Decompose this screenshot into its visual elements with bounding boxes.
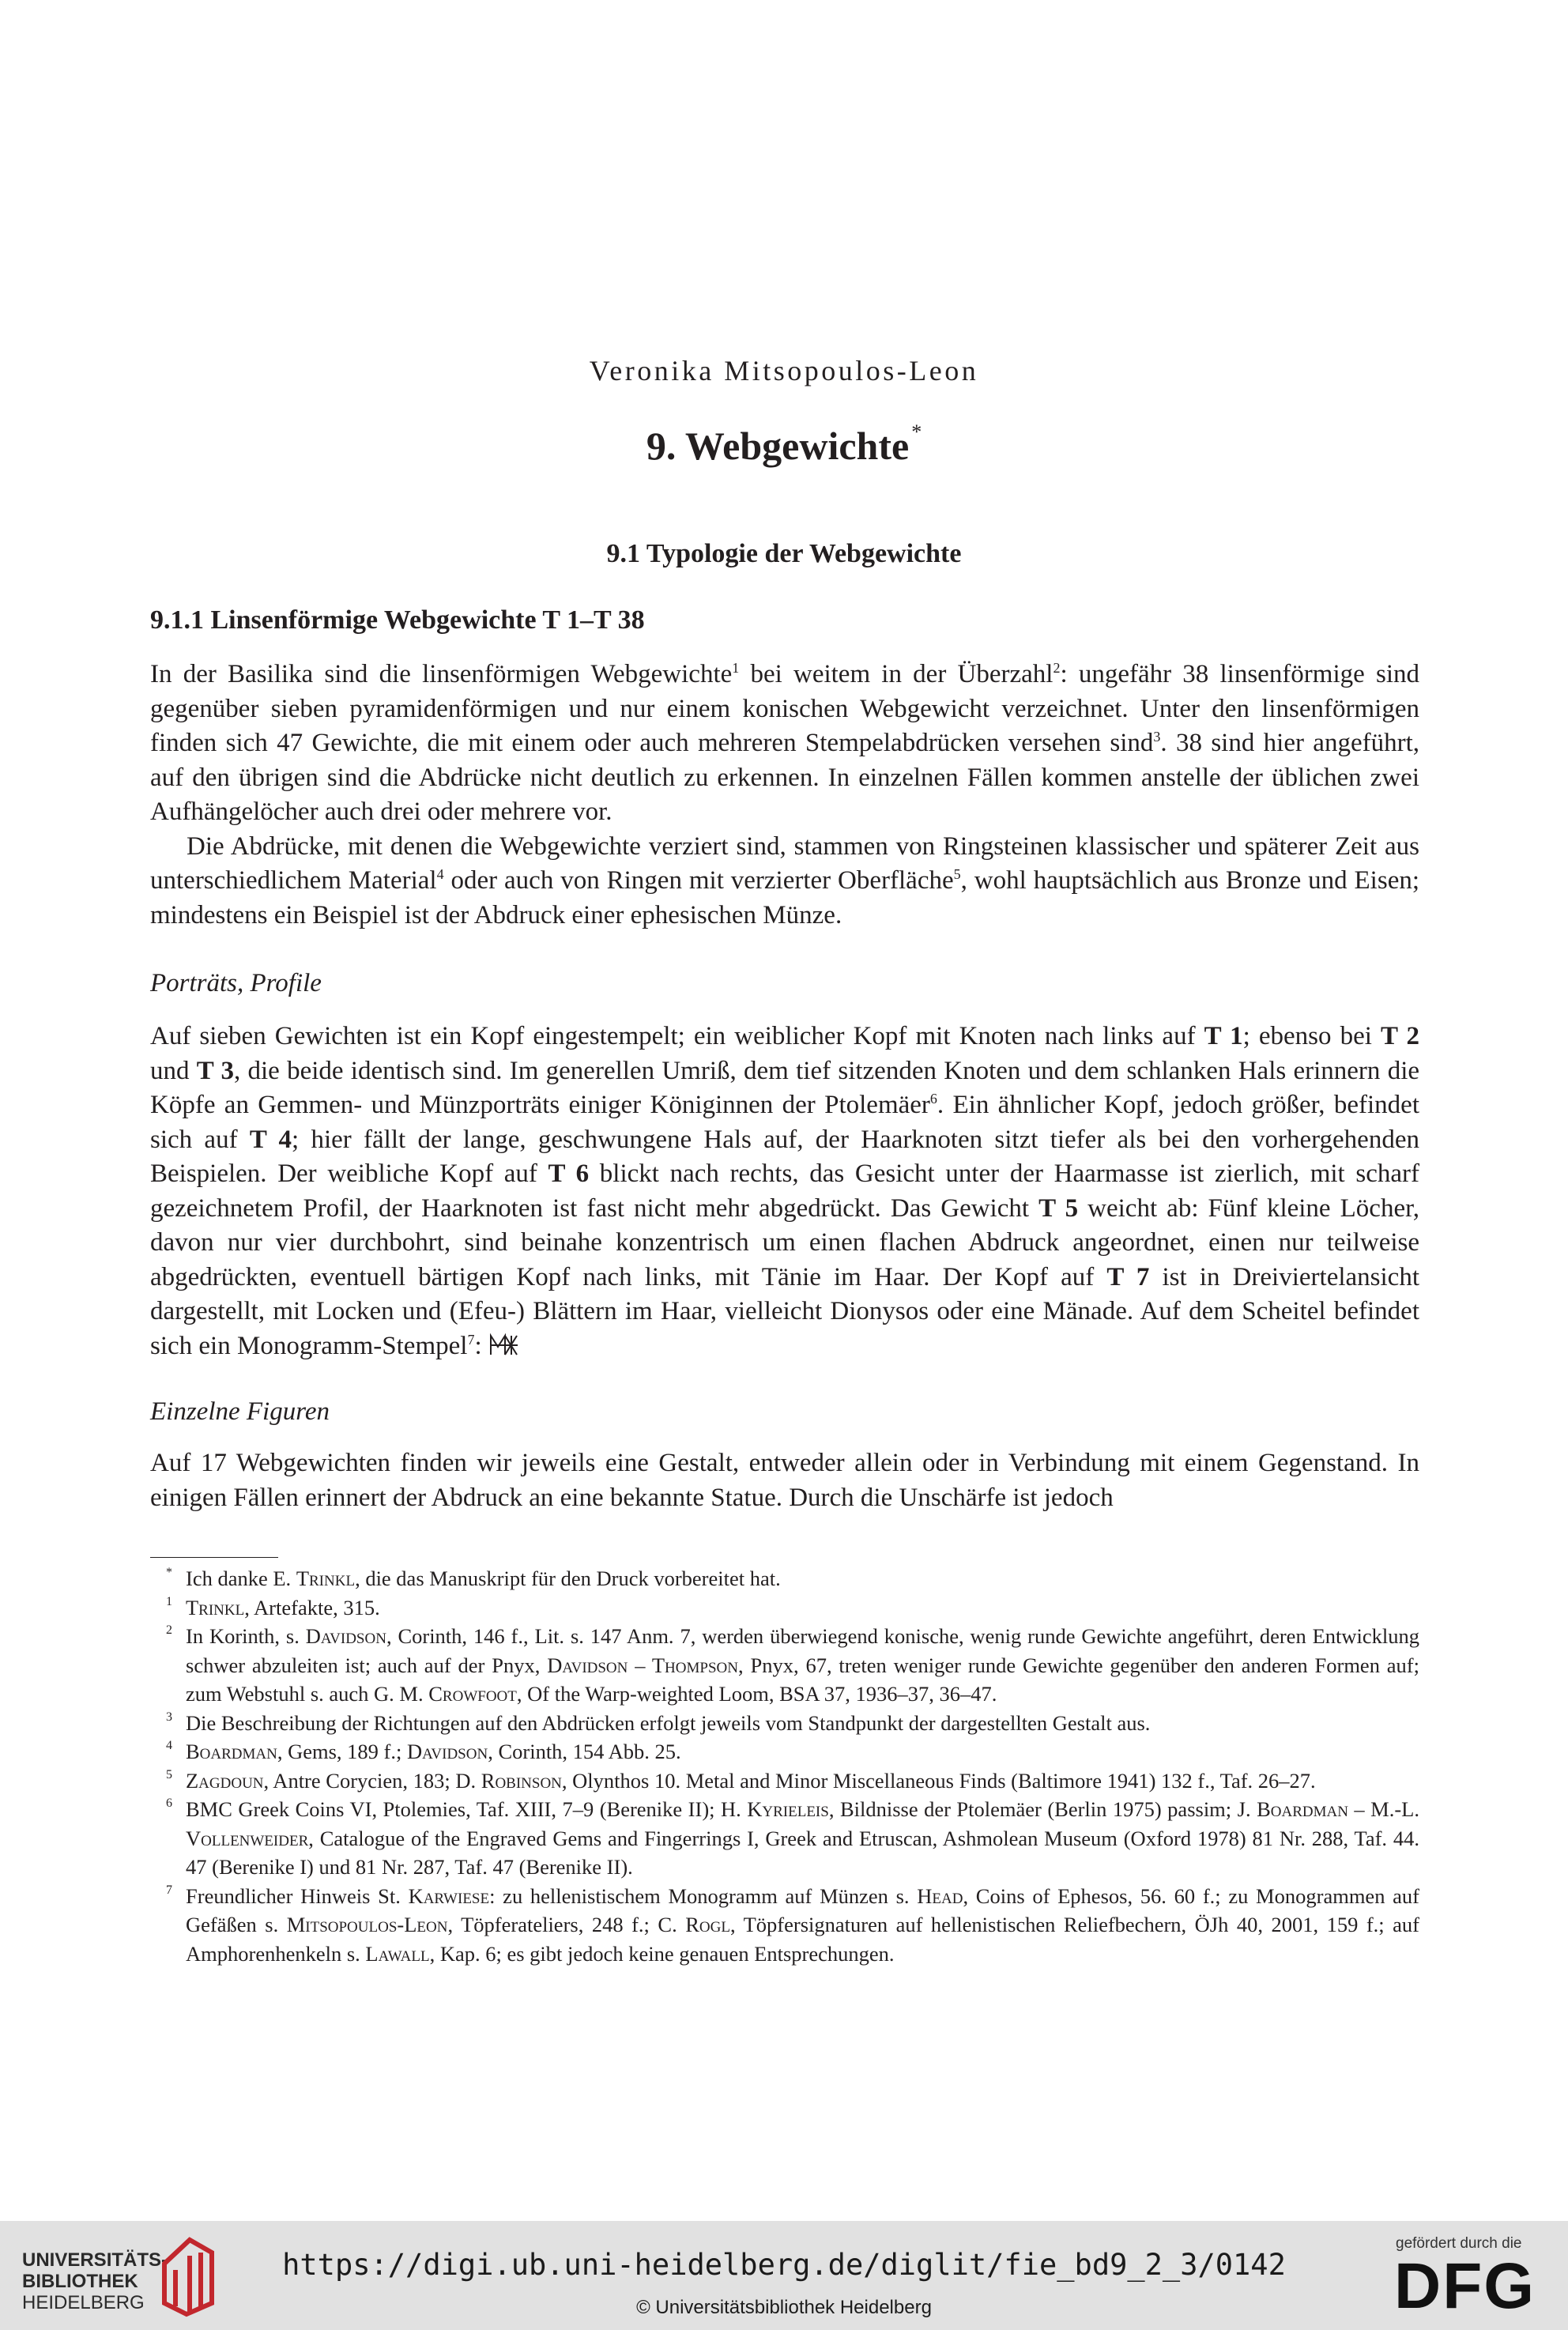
footnote-ref: 7 bbox=[467, 1331, 475, 1348]
footnote-item: 6 BMC Greek Coins VI, Ptolemies, Taf. XIII, 7–9 (Berenike II); H. Kyrieleis, Bildnisse der Ptolemäer (Berlin 1975) passim; J. Boardman – M.-L. Vollenweider, Catalogue of the Engraved Gems and Fingerrings I, Greek and Etruscan, Ashmolean Museum (Oxford 1978) 81 Nr. 288, Taf. 44. 47 (Berenike I) und 81 Nr. 287, Taf. 47 (Berenike II). bbox=[150, 1795, 1419, 1882]
subsection-title: 9.1.1 Linsenförmige Webgewichte T 1–T 38 bbox=[150, 605, 645, 635]
footnote-mark: 2 bbox=[166, 1623, 172, 1637]
chapter-title-footnote-mark: * bbox=[911, 420, 922, 443]
figures-text bbox=[150, 1446, 1419, 1515]
section-title: 9.1 Typologie der Webgewichte bbox=[606, 539, 962, 568]
footnote-ref: 6 bbox=[929, 1091, 937, 1107]
footnote-mark: 7 bbox=[166, 1883, 172, 1897]
portraits-paragraph: Auf sieben Gewichten ist ein Kopf eingestempelt; ein weiblicher Kopf mit Knoten nach links auf T 1; ebenso bei T 2 und T 3, die beide identisch sind. Im generellen Umriß, dem tief sitzenden Knoten und dem schlanken Hals erinnern die Köpfe an Gemmen- und Münzporträts einiger Königinnen der Ptolemäer$^6$. Ein ähnlicher Kopf, jedoch größer, befindet sich auf T 4; hier fällt der lange, geschwungene Hals auf, der Haarknoten sitzt tiefer als bei den vorhergehenden Beispielen. Der weibliche Kopf auf T 6 blickt nach rechts, das Gesicht unter der Haarmasse ist zierlich, mit scharf gezeichnetem Profil, der Haarknoten ist fast nicht mehr abgedrückt. Das Gewicht T 5 weicht ab: Fünf kleine Löcher, davon nur vier durchbohrt, sind beinahe konzentrisch um einen flachen Abdruck angeordnet, einen nur teilweise abgedrückten, eventuell bärtigen Kopf nach links, mit Tänie im Haar. Der Kopf auf T 7 ist in Dreiviertelansicht dargestellt, mit Locken und (Efeu-) Blättern im Haar, vielleicht Dionysos oder eine Mänade. Auf dem Scheitel befindet sich ein Monogramm-Stempel$^7$: bbox=[150, 1022, 1420, 1360]
footnote-item: 1 Trinkl, Artefakte, 315. bbox=[150, 1593, 1419, 1623]
footnotes bbox=[150, 1564, 1419, 1968]
monogram-symbol-icon bbox=[488, 1333, 520, 1356]
footnote-ref: 5 bbox=[953, 866, 961, 882]
footnote-ref: 2 bbox=[1053, 660, 1061, 676]
footnote-item: 4 Boardman, Gems, 189 f.; Davidson, Corinth, 154 Abb. 25. bbox=[150, 1737, 1419, 1766]
intro-text bbox=[150, 658, 1419, 933]
chapter-title bbox=[0, 420, 1568, 469]
footnote-mark: 6 bbox=[166, 1797, 172, 1810]
footnote-ref: 1 bbox=[732, 660, 740, 676]
footnote-ref: 3 bbox=[1153, 729, 1161, 745]
intro-paragraph-1: In der Basilika sind die linsenförmigen Webgewichte$^1$ bei weitem in der Überzahl$^2$: ungefähr 38 linsenförmige sind gegenüber sieben pyramidenförmigen und nur einem konischen Webgewicht verzeichnet. Unter den linsenförmigen finden sich 47 Gewichte, die mit einem oder auch mehreren Stempelabdrücken versehen sind$^3$. 38 sind hier angeführt, auf den übrigen sind die Abdrücke nicht deutlich zu erkennen. In einzelnen Fällen kommen anstelle der üblichen zwei Aufhängelöcher auch drei oder mehrere vor. bbox=[150, 660, 1419, 826]
footnote-item: 5 Zagdoun, Antre Corycien, 183; D. Robinson, Olynthos 10. Metal and Minor Miscellaneous Finds (Baltimore 1941) 132 f., Taf. 26–27. bbox=[150, 1766, 1419, 1796]
copyright-text: © Universitätsbibliothek Heidelberg bbox=[636, 2297, 932, 2318]
portraits-heading: Porträts, Profile bbox=[150, 969, 322, 997]
chapter-title-text: 9. Webgewichte bbox=[646, 424, 910, 468]
funding-note: gefördert durch die bbox=[1396, 2235, 1522, 2252]
figures-paragraph: Auf 17 Webgewichten finden wir jeweils eine Gestalt, entweder allein oder in Verbindung mit einem Gegenstand. In einigen Fällen erinnert der Abdruck an eine bekannte Statue. Durch die Unschärfe ist jedoch bbox=[150, 1449, 1419, 1512]
library-logo-text: UNIVERSITÄTS- BIBLIOTHEK HEIDELBERG bbox=[22, 2249, 168, 2313]
footnote-mark: 1 bbox=[166, 1594, 172, 1608]
footnote-item: * Ich danke E. Trinkl, die das Manuskript für den Druck vorbereitet hat. bbox=[150, 1564, 1419, 1593]
footnote-item: 7 Freundlicher Hinweis St. Karwiese: zu hellenistischem Monogramm auf Münzen s. Head, Coins of Ephesos, 56. 60 f.; zu Monogrammen auf Gefäßen s. Mitsopoulos-Leon, Töpferateliers, 248 f.; C. Rogl, Töpfersignaturen auf hellenistischen Reliefbechern, ÖJh 40, 2001, 159 f.; auf Amphorenhenkeln s. Lawall, Kap. 6; es gibt jedoch keine genauen Entsprechungen. bbox=[150, 1882, 1419, 1969]
footnote-mark: 3 bbox=[166, 1710, 172, 1724]
footnote-ref: 4 bbox=[436, 866, 444, 882]
figures-heading: Einzelne Figuren bbox=[150, 1397, 330, 1426]
footnote-item: 3 Die Beschreibung der Richtungen auf den Abdrücken erfolgt jeweils vom Standpunkt der dargestellten Gestalt aus. bbox=[150, 1709, 1419, 1738]
intro-paragraph-2: Die Abdrücke, mit denen die Webgewichte verziert sind, stammen von Ringsteinen klassischer und späterer Zeit aus unterschiedlichem Material$^4$ oder auch von Ringen mit verzierter Oberfläche$^5$, wohl hauptsächlich aus Bronze und Eisen; mindestens ein Beispiel ist der Abdruck einer ephesischen Münze. bbox=[150, 831, 1420, 929]
footnote-mark: 4 bbox=[166, 1739, 172, 1752]
footnote-mark: 5 bbox=[166, 1767, 172, 1781]
document-url-link[interactable]: https://digi.ub.uni-heidelberg.de/diglit/fie_bd9_2_3/0142 bbox=[282, 2248, 1286, 2282]
author-name: Veronika Mitsopoulos-Leon bbox=[589, 355, 979, 386]
footnote-divider bbox=[150, 1557, 278, 1558]
footnote-item: 2 In Korinth, s. Davidson, Corinth, 146 f., Lit. s. 147 Anm. 7, werden überwiegend konische, wenig runde Gewichte angeführt, deren Entwicklung schwer abzuleiten ist; auch auf der Pnyx, Davidson – Thompson, Pnyx, 67, treten weniger runde Gewichte gegenüber den anderen Formen auf; zum Webstuhl s. auch G. M. Crowfoot, Of the Warp-weighted Loom, BSA 37, 1936–37, 36–47. bbox=[150, 1622, 1419, 1709]
portraits-text bbox=[150, 1020, 1419, 1363]
footnote-mark: * bbox=[166, 1566, 172, 1579]
dfg-logo: DFG bbox=[1394, 2250, 1536, 2322]
footer-bar bbox=[0, 2221, 1568, 2330]
